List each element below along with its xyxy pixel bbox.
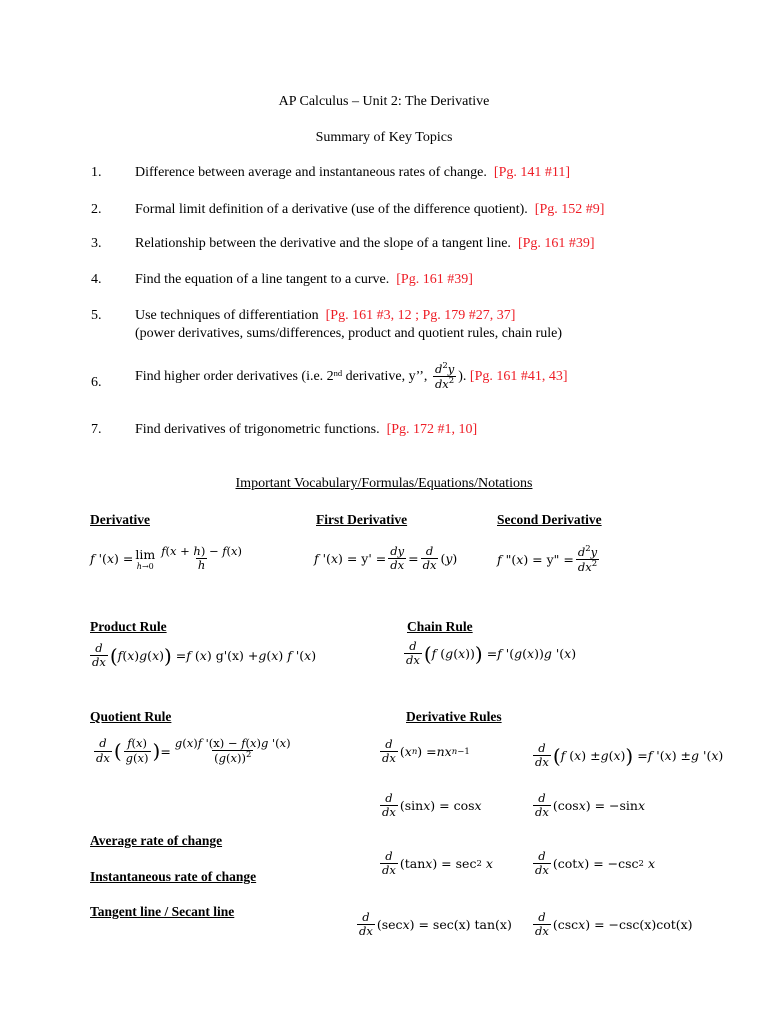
formula-first-derivative: f '( x ) = y' = $\frac{dy}{dx}$ = $\frac{d}{dx}$ ( y )	[314, 544, 458, 573]
topic-item	[135, 308, 515, 324]
topic-ref: [Pg. 161 #3, 12 ; Pg. 179 #27, 37]	[325, 308, 516, 323]
topic-ref: [Pg. 161 #41, 43]	[469, 368, 568, 384]
heading-instantaneous-rate: Instantaneous rate of change	[90, 869, 257, 884]
page-subtitle: Summary of Key Topics	[315, 130, 453, 145]
topic-text: Use techniques of differentiation	[135, 308, 319, 323]
formula-sum-rule: $\frac{d}{dx}$ ( f ( x ) ± g ( x ) ) = f '( x ) ± g '( x )	[535, 741, 724, 770]
topic-text: Difference between average and instantaneous rates of change.	[135, 165, 487, 180]
topic-number: 4.	[91, 272, 102, 287]
topic-item	[135, 202, 604, 218]
topic-number: 2.	[91, 202, 102, 217]
topic-ref: [Pg. 172 #1, 10]	[386, 422, 478, 437]
formula-cos-rule: $\frac{d}{dx}$ (cos x ) = −sin x	[535, 791, 646, 820]
formula-cot-rule: $\frac{d}{dx}$ (cot x ) = −csc 2 x	[535, 849, 656, 878]
formula-power-rule: $\frac{d}{dx}$ ( x n ) = nx n−1	[382, 737, 470, 766]
topic-text: Find the equation of a line tangent to a curve.	[135, 272, 390, 287]
formula-csc-rule: $\frac{d}{dx}$ (csc x ) = −csc(x)cot(x)	[535, 910, 693, 939]
formula-sin-rule: $\frac{d}{dx}$ (sin x ) = cos x	[382, 791, 482, 820]
topic-number: 5.	[91, 308, 102, 323]
heading-first-derivative: First Derivative	[316, 512, 408, 527]
formula-tan-rule: $\frac{d}{dx}$ (tan x ) = sec 2 x	[382, 849, 493, 878]
topic-ref: [Pg. 161 #39]	[396, 272, 473, 287]
topic-ref: [Pg. 152 #9]	[534, 202, 605, 217]
topic-number: 3.	[91, 236, 102, 251]
formula-sec-rule: $\frac{d}{dx}$ (sec x ) = sec(x) tan(x)	[359, 910, 512, 939]
topic-text: Formal limit definition of a derivative (use of the difference quotient).	[135, 202, 528, 217]
heading-second-derivative: Second Derivative	[497, 512, 602, 527]
heading-chain-rule: Chain Rule	[407, 619, 473, 634]
topic-item	[135, 165, 570, 181]
heading-tangent-secant: Tangent line / Secant line	[90, 904, 235, 919]
heading-derivative: Derivative	[90, 512, 150, 527]
ordinal-suffix: nd	[333, 368, 343, 378]
formula-second-derivative: f "( x ) = y" = $\frac{d^2y}{dx^2}$	[497, 544, 598, 574]
topic-item	[135, 272, 473, 288]
topic-text-cont: derivative, y’’,	[342, 368, 431, 384]
topic-ref: [Pg. 141 #11]	[493, 165, 570, 180]
topic-item	[135, 362, 568, 391]
vocab-title: Important Vocabulary/Formulas/Equations/Notations	[235, 476, 533, 491]
topic-text: Find derivatives of trigonometric functions.	[135, 422, 380, 437]
heading-average-rate: Average rate of change	[90, 833, 223, 848]
topic-number: 7.	[91, 422, 102, 437]
second-derivative-notation: $\frac{d^2y}{dx^2}$	[434, 361, 455, 391]
heading-product-rule: Product Rule	[90, 619, 167, 634]
topic-detail: (power derivatives, sums/differences, product and quotient rules, chain rule)	[135, 326, 562, 341]
topic-text: Find higher order derivatives (i.e. 2	[135, 368, 334, 384]
topic-item	[135, 422, 477, 438]
formula-product-rule: $\frac{d}{dx}$ ( f ( x ) g ( x ) ) = f ( x ) g'(x) + g ( x ) f '( x )	[92, 641, 317, 670]
topic-ref: [Pg. 161 #39]	[517, 236, 595, 251]
topic-number: 1.	[91, 165, 102, 180]
topic-item	[135, 236, 595, 252]
heading-derivative-rules: Derivative Rules	[406, 709, 502, 724]
topic-text-end: ).	[458, 368, 467, 384]
topic-text: Relationship between the derivative and the slope of a tangent line.	[135, 236, 511, 251]
topic-number: 6.	[91, 375, 102, 390]
formula-derivative-definition: f '( x ) = lim h→0 $\frac{f(x + h) - f(x)}{h}$	[90, 544, 243, 573]
page-title: AP Calculus – Unit 2: The Derivative	[278, 94, 490, 109]
heading-quotient-rule: Quotient Rule	[90, 709, 172, 724]
formula-quotient-rule: $\frac{d}{dx}$ ( $\frac{f(x)}{g(x)}$ ) = $\frac{g(x)f '(x) - f(x)g '(x)}{(g(x))^2}$	[96, 736, 291, 766]
formula-chain-rule: $\frac{d}{dx}$ ( f ( g ( x )) ) = f '( g ( x )) g '( x )	[406, 639, 577, 668]
